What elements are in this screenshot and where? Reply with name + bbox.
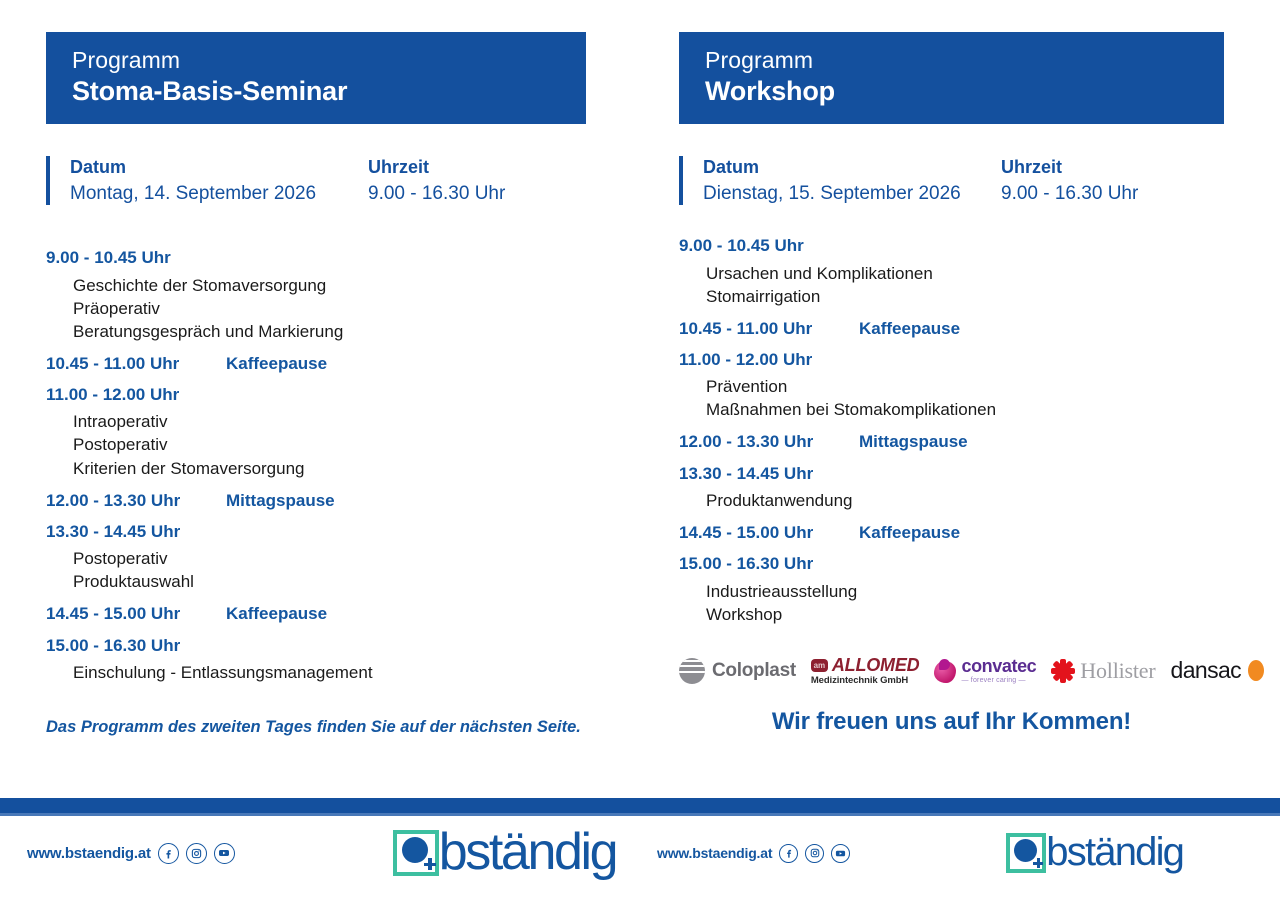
schedule-slot-header bbox=[679, 518, 1224, 547]
program-header-left bbox=[46, 32, 586, 124]
program-kicker: Programm bbox=[705, 47, 814, 73]
website-url[interactable]: www.bstaendig.at bbox=[27, 844, 151, 862]
schedule-footnote: Das Programm des zweiten Tages finden Sie auf der nächsten Seite. bbox=[46, 717, 581, 736]
schedule-item: Präoperativ bbox=[73, 298, 160, 318]
event-meta-right bbox=[679, 154, 1224, 208]
schedule-slot bbox=[679, 231, 1224, 311]
website-link-left[interactable] bbox=[27, 843, 235, 864]
program-title: Stoma-Basis-Seminar bbox=[72, 75, 348, 106]
schedule-list-left bbox=[46, 243, 586, 688]
date-label: Datum bbox=[70, 156, 127, 177]
schedule-slot-time: 11.00 - 12.00 Uhr bbox=[46, 385, 180, 405]
schedule-slot bbox=[679, 345, 1224, 425]
youtube-icon[interactable] bbox=[214, 843, 235, 864]
schedule-slot-note: Kaffeepause bbox=[859, 523, 961, 543]
program-header-right bbox=[679, 32, 1224, 124]
bstaendig-wordmark: bständig bbox=[438, 823, 617, 882]
schedule-slot bbox=[679, 518, 1224, 547]
youtube-icon[interactable] bbox=[831, 844, 850, 863]
allomed-badge-icon: am bbox=[811, 659, 828, 672]
schedule-slot-items bbox=[679, 374, 1224, 425]
program-kicker: Programm bbox=[72, 47, 181, 73]
schedule-item: Produktanwendung bbox=[706, 490, 853, 510]
schedule-item: Einschulung - Entlassungsmanagement bbox=[73, 662, 373, 682]
schedule-item: Industrieausstellung bbox=[706, 581, 858, 601]
schedule-slot-time: 9.00 - 10.45 Uhr bbox=[679, 236, 804, 256]
schedule-item: Intraoperativ bbox=[73, 412, 168, 432]
schedule-slot-header bbox=[679, 459, 1224, 488]
schedule-item: Ursachen und Komplikationen bbox=[706, 263, 933, 283]
schedule-list-right bbox=[679, 231, 1224, 629]
schedule-slot-items bbox=[679, 261, 1224, 312]
schedule-slot-header bbox=[46, 599, 586, 628]
schedule-slot-time: 13.30 - 14.45 Uhr bbox=[46, 521, 181, 541]
sponsor-logo-row bbox=[679, 652, 1242, 690]
schedule-slot-time: 15.00 - 16.30 Uhr bbox=[679, 554, 814, 574]
schedule-slot bbox=[46, 349, 586, 378]
schedule-slot-note: Kaffeepause bbox=[859, 318, 961, 338]
schedule-slot bbox=[46, 631, 586, 688]
schedule-slot-note: Mittagspause bbox=[859, 432, 968, 452]
bstaendig-mark-icon bbox=[1006, 833, 1046, 873]
schedule-item: Maßnahmen bei Stomakomplikationen bbox=[706, 400, 997, 420]
program-column-left bbox=[46, 0, 586, 737]
bstaendig-logo-right bbox=[1006, 830, 1184, 875]
website-link-right[interactable] bbox=[657, 844, 850, 863]
date-value: Dienstag, 15. September 2026 bbox=[703, 182, 961, 204]
schedule-slot-items bbox=[679, 579, 1224, 630]
schedule-slot-note: Kaffeepause bbox=[226, 604, 328, 624]
schedule-slot-header bbox=[679, 345, 1224, 374]
schedule-slot-items bbox=[46, 273, 586, 347]
schedule-item: Produktauswahl bbox=[73, 572, 194, 592]
footer-divider-bar bbox=[0, 798, 1280, 816]
schedule-slot-items bbox=[679, 488, 1224, 516]
schedule-slot-note: Kaffeepause bbox=[226, 353, 328, 373]
schedule-slot-time: 12.00 - 13.30 Uhr bbox=[679, 432, 814, 452]
instagram-icon[interactable] bbox=[186, 843, 207, 864]
schedule-slot bbox=[679, 459, 1224, 516]
schedule-slot-header bbox=[46, 631, 586, 660]
time-value: 9.00 - 16.30 Uhr bbox=[368, 182, 506, 204]
schedule-slot bbox=[679, 549, 1224, 629]
schedule-slot bbox=[46, 380, 586, 484]
bstaendig-logo-left bbox=[393, 823, 617, 882]
coloplast-wordmark: Coloplast bbox=[712, 659, 796, 681]
schedule-slot-header bbox=[679, 231, 1224, 260]
coloplast-sphere-icon bbox=[679, 658, 705, 684]
dansac-wordmark: dansac bbox=[1170, 657, 1242, 684]
convatec-tagline: — forever caring — bbox=[961, 677, 1026, 685]
schedule-slot-time: 11.00 - 12.00 Uhr bbox=[679, 350, 813, 370]
event-meta-left bbox=[46, 154, 586, 208]
convatec-wordmark: convatec bbox=[961, 656, 1037, 677]
sponsor-logo-coloplast bbox=[679, 658, 796, 684]
convatec-swirl-icon bbox=[934, 659, 956, 683]
footer-right bbox=[657, 822, 1257, 884]
schedule-slot-items bbox=[46, 660, 586, 688]
schedule-slot bbox=[679, 427, 1224, 456]
bstaendig-wordmark: bständig bbox=[1046, 830, 1184, 875]
date-value: Montag, 14. September 2026 bbox=[70, 182, 317, 204]
schedule-slot-time: 9.00 - 10.45 Uhr bbox=[46, 248, 171, 268]
dansac-dot-icon bbox=[1248, 660, 1264, 681]
schedule-item: Geschichte der Stomaversorgung bbox=[73, 275, 327, 295]
sponsor-logo-convatec bbox=[934, 657, 1036, 684]
schedule-slot bbox=[46, 486, 586, 515]
schedule-item: Postoperativ bbox=[73, 435, 168, 455]
date-label: Datum bbox=[703, 156, 760, 177]
schedule-slot bbox=[46, 517, 586, 597]
schedule-slot bbox=[46, 243, 586, 347]
allomed-subtitle: Medizintechnik GmbH bbox=[810, 675, 909, 687]
schedule-slot-header bbox=[46, 380, 586, 409]
schedule-slot-time: 10.45 - 11.00 Uhr bbox=[46, 353, 180, 373]
schedule-slot-header bbox=[46, 243, 586, 272]
schedule-slot-items bbox=[46, 546, 586, 597]
schedule-slot-header bbox=[679, 314, 1224, 343]
schedule-slot-header bbox=[46, 517, 586, 546]
hollister-starburst-icon bbox=[1051, 659, 1075, 683]
closing-message: Wir freuen uns auf Ihr Kommen! bbox=[771, 707, 1132, 735]
schedule-slot-header bbox=[46, 349, 586, 378]
hollister-wordmark: Hollister bbox=[1080, 657, 1156, 683]
facebook-icon[interactable] bbox=[158, 843, 179, 864]
schedule-item: Workshop bbox=[706, 604, 783, 624]
schedule-slot bbox=[46, 599, 586, 628]
schedule-slot-header bbox=[46, 486, 586, 515]
time-label: Uhrzeit bbox=[1001, 156, 1063, 177]
time-value: 9.00 - 16.30 Uhr bbox=[1001, 182, 1139, 204]
sponsor-logo-allomed bbox=[811, 655, 920, 686]
schedule-slot-header bbox=[679, 427, 1224, 456]
schedule-slot-time: 12.00 - 13.30 Uhr bbox=[46, 490, 181, 510]
bstaendig-mark-icon bbox=[393, 830, 439, 876]
schedule-item: Postoperativ bbox=[73, 549, 168, 569]
footer-left bbox=[27, 822, 627, 884]
schedule-slot-time: 10.45 - 11.00 Uhr bbox=[679, 318, 813, 338]
schedule-slot-time: 13.30 - 14.45 Uhr bbox=[679, 463, 814, 483]
schedule-item: Kriterien der Stomaversorgung bbox=[73, 458, 305, 478]
program-title: Workshop bbox=[705, 75, 835, 106]
sponsor-logo-hollister bbox=[1051, 658, 1155, 684]
facebook-icon[interactable] bbox=[779, 844, 798, 863]
website-url[interactable]: www.bstaendig.at bbox=[657, 845, 773, 861]
instagram-icon[interactable] bbox=[805, 844, 824, 863]
schedule-item: Prävention bbox=[706, 377, 788, 397]
schedule-slot-items bbox=[46, 409, 586, 483]
sponsor-logo-dansac bbox=[1171, 657, 1265, 684]
schedule-slot-time: 14.45 - 15.00 Uhr bbox=[679, 523, 814, 543]
program-column-right bbox=[679, 0, 1242, 736]
time-label: Uhrzeit bbox=[368, 156, 430, 177]
schedule-slot bbox=[679, 314, 1224, 343]
schedule-item: Stomairrigation bbox=[706, 286, 821, 306]
schedule-item: Beratungsgespräch und Markierung bbox=[73, 321, 344, 341]
schedule-slot-time: 15.00 - 16.30 Uhr bbox=[46, 635, 181, 655]
schedule-slot-header bbox=[679, 549, 1224, 578]
schedule-slot-time: 14.45 - 15.00 Uhr bbox=[46, 604, 181, 624]
allomed-wordmark: ALLOMED bbox=[831, 655, 920, 676]
schedule-slot-note: Mittagspause bbox=[226, 490, 335, 510]
